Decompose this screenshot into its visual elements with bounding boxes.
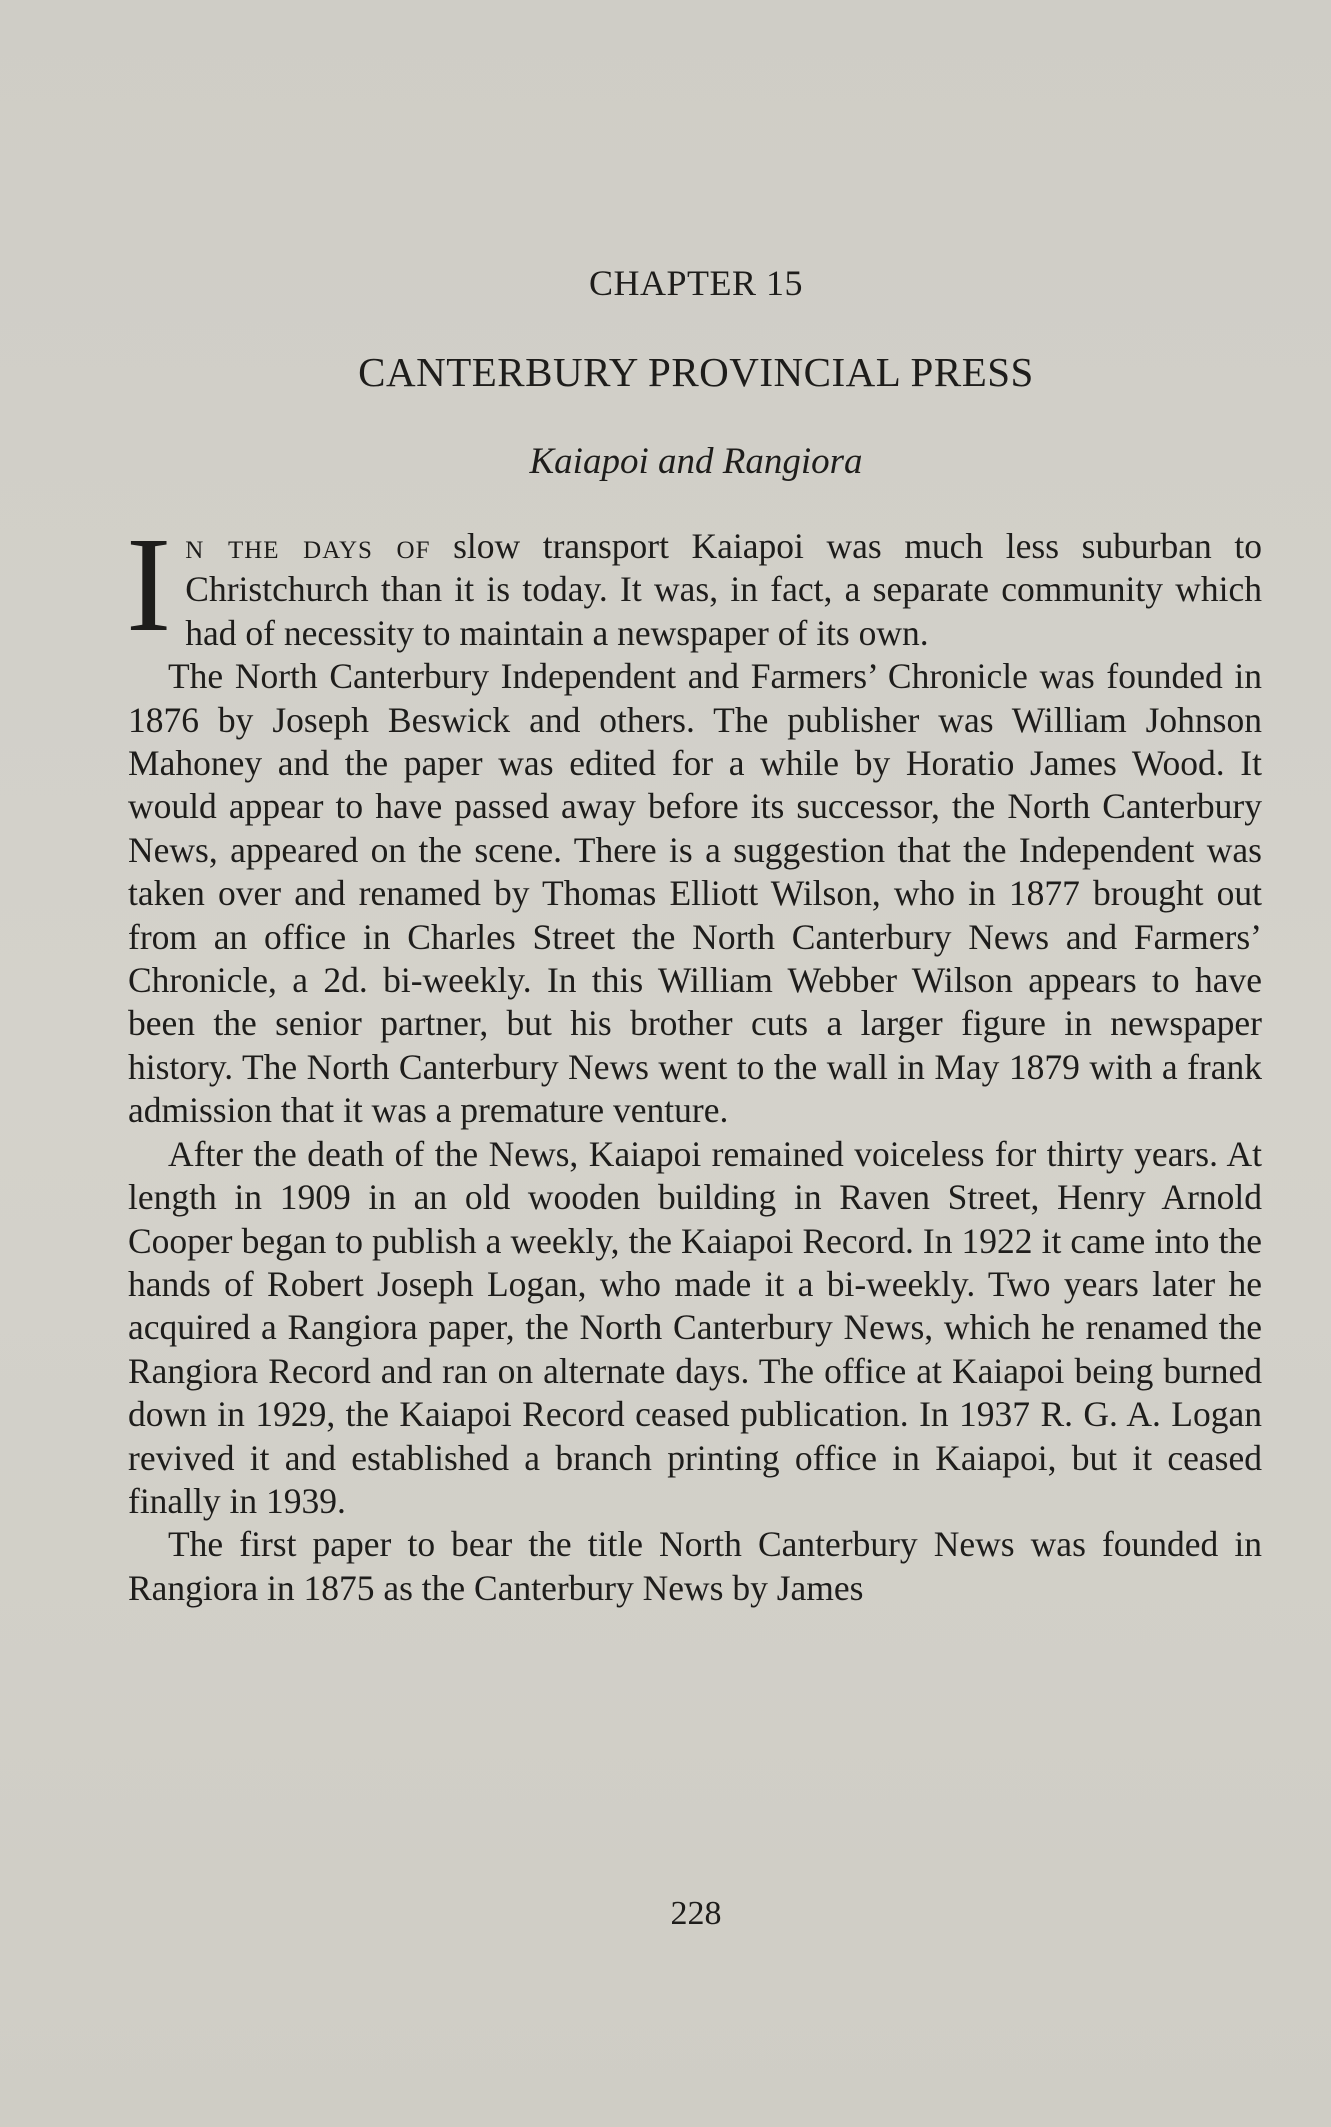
paragraph: The first paper to bear the title North Canterbury News was founded in Rangiora in 1875 as the Canterbury News by James	[128, 1524, 1262, 1608]
page-number: 228	[670, 1895, 722, 1932]
paragraph-text: slow transport Kaiapoi was much less suburban to Christchurch than it is today. It was, in fact, a separate community which had of necessity to maintain a newspaper of its own.	[185, 526, 1262, 653]
chapter-title: CANTERBURY PROVINCIAL PRESS	[358, 349, 1034, 395]
paragraph: After the death of the News, Kaiapoi remained voiceless for thirty years. At length in 1909 in an old wooden building in Raven Street, Henry Arnold Cooper began to publish a weekly, the Kaiapoi Record. In 1922 it came into the hands of Robert Joseph Logan, who made it a bi-weekly. Two years later he acquired a Rangiora paper, the North Canterbury News, which he renamed the Rangiora Record and ran on alternate days. The office at Kaiapoi being burned down in 1929, the Kaiapoi Record ceased publication. In 1937 R. G. A. Logan revived it and established a branch printing office in Kaiapoi, but it ceased finally in 1939.	[128, 1133, 1262, 1521]
paragraph	[126, 510, 1262, 660]
drop-cap: I	[126, 510, 172, 660]
lead-small-caps: n the days of	[185, 526, 431, 566]
paragraph: The North Canterbury Independent and Farmers’ Chronicle was founded in 1876 by Joseph Beswick and others. The publisher was William Johnson Mahoney and the paper was edited for a while by Horatio James Wood. It would appear to have passed away before its successor, the North Canterbury News, appeared on the scene. There is a suggestion that the Independent was taken over and renamed by Thomas Elliott Wilson, who in 1877 brought out from an office in Charles Street the North Canterbury News and Farmers’ Chronicle, a 2d. bi-weekly. In this William Webber Wilson appears to have been the senior partner, but his brother cuts a larger figure in newspaper history. The North Canterbury News went to the wall in May 1879 with a frank admission that it was a premature venture.	[128, 656, 1262, 1131]
body-text	[126, 510, 1262, 1610]
chapter-heading: CHAPTER 15	[588, 263, 804, 303]
chapter-subtitle: Kaiapoi and Rangiora	[529, 441, 863, 482]
